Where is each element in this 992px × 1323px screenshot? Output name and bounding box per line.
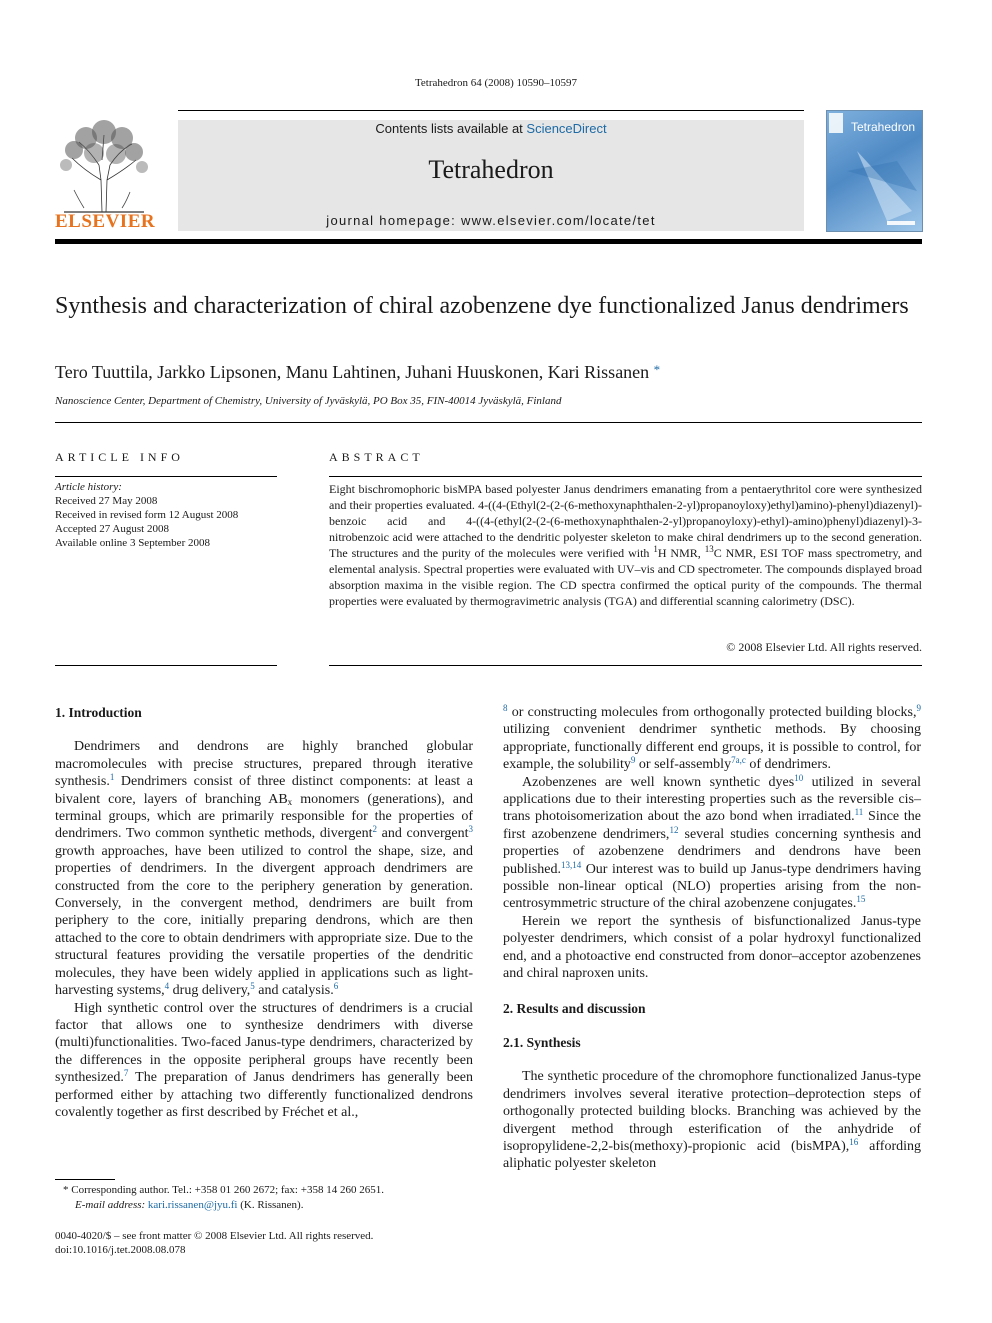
isotope-13: 13 (704, 544, 714, 554)
authors-text: Tero Tuuttila, Jarkko Lipsonen, Manu Lahtinen, Juhani Huuskonen, Kari Rissanen (55, 362, 650, 382)
abstract-part: C NMR, ESI TOF mass spectrometry, and elemental analysis. Spectral properties were evaluated with UV–vis and CD spectrometer. The compounds displayed broad absorption maxima in the visible region. The CD spectra confirmed the optical purity of the compounds. The thermal properties were evaluated by thermogravimetric analysis (TGA) and differential scanning calorimetry (DSC). (329, 546, 922, 608)
email-link[interactable]: kari.rissanen@jyu.fi (147, 1199, 238, 1211)
article-info-heading: ARTICLE INFO (55, 450, 184, 464)
ref-link[interactable]: 7a,c (731, 755, 746, 766)
copyright-notice: © 2008 Elsevier Ltd. All rights reserved. (726, 640, 922, 654)
contents-prefix: Contents lists available at (375, 121, 527, 136)
footnote-email: E-mail address: kari.rissanen@jyu.fi (K. Rissanen). (75, 1199, 304, 1211)
ref-link[interactable]: 7 (123, 1068, 129, 1079)
intro-paragraph-2: High synthetic control over the structures of dendrimers is a crucial factor that allows one to synthesize dendrimers with diverse (multi)functionalities. Two-faced Janus-type dendrimers, characterized by the differences in the opposite peripheral groups have recently been synthesized.$^7$ The preparation of Janus dendrimers has generally been performed either by attaching two differently functionalized dendrons covalently together as first described by Fréchet et al., (55, 1000, 473, 1120)
journal-name: Tetrahedron (428, 155, 554, 184)
synthesis-paragraph-1: The synthetic procedure of the chromophore functionalized Janus-type dendrimers involves several iterative protection–deprotection steps of orthogonally protected building blocks. Branching was achieved by the divergent method through esterification of the anhydride of isopropylidene-2,2-bis(methoxy)-propionic acid (bisMPA),$^{16}$ affording aliphatic polyester skeleton (503, 1069, 922, 1172)
ref-link[interactable]: 9 (916, 703, 921, 713)
abstract-bottom-rule (329, 665, 922, 666)
journal-citation: Tetrahedron 64 (2008) 10590–10597 (414, 77, 578, 89)
footnote-rule (55, 1179, 115, 1180)
header-divider (55, 239, 922, 244)
article-info-rule (55, 476, 277, 477)
history-revised: Received in revised form 12 August 2008 (55, 509, 239, 521)
journal-cover-thumbnail (826, 110, 923, 232)
ref-link[interactable]: 10 (794, 772, 804, 783)
bottom-info (55, 1229, 473, 1257)
ref-link[interactable]: 1 (109, 772, 115, 783)
affiliation-rule (55, 422, 922, 423)
ref-link[interactable]: 4 (164, 981, 170, 992)
journal-homepage-link[interactable]: journal homepage: www.elsevier.com/locate/tet (326, 213, 656, 228)
article-info-bottom-rule (55, 665, 277, 666)
history-online: Available online 3 September 2008 (55, 537, 210, 549)
ref-link[interactable]: 5 (250, 981, 255, 992)
ref-link[interactable]: 8 (503, 703, 508, 713)
doi-line[interactable]: doi:10.1016/j.tet.2008.08.078 (55, 1244, 186, 1256)
contents-line (178, 121, 804, 136)
abstract-part: Eight bischromophoric bisMPA based polyester Janus dendrimers emanating from a pentaerythritol core were synthesized and their properties evaluated. 4-((4-(Ethyl(2-(2-(6-methoxynaphthalen-2-yl)propanoyloxy)ethyl)amino)-phenyl)diazenyl)-benzoic acid and 4-((4-(ethyl(2-(2-(6-methoxynaphthalen-2-yl)propanoyloxy)-ethyl)-amino)phenyl)diazenyl)-3-nitrobenzoic acid were attached to the dendritic polyester skeleton to make chiral dendrimers up to the second generation. The structures and the purity of the molecules were verified with (329, 482, 922, 560)
ref-link[interactable]: 2 (372, 824, 377, 835)
affiliation: Nanoscience Center, Department of Chemistry, University of Jyväskylä, PO Box 35, FIN-40014 Jyväskylä, Finland (55, 395, 562, 407)
footnote (55, 1183, 473, 1213)
ref-link[interactable]: 11 (854, 807, 864, 818)
ref-link[interactable]: 3 (468, 824, 474, 835)
abstract-rule (329, 476, 922, 477)
issn-line: 0040-4020/$ – see front matter © 2008 Elsevier Ltd. All rights reserved. (55, 1230, 374, 1242)
ref-link[interactable]: 16 (849, 1136, 859, 1147)
ref-link[interactable]: 13,14 (560, 859, 582, 870)
intro-paragraph-2-cont: $^8$ or constructing molecules from orthogonally protected building blocks,$^9$ utilizing convenient dendrimer synthetic methods. By choosing appropriate, functionally different end groups, it is possible to control, for example, the solubility$^9$ or self-assembly$^{7a,c}$ of dendrimers. (503, 703, 921, 773)
history-accepted: Accepted 27 August 2008 (55, 523, 169, 535)
intro-paragraph-4: Herein we report the synthesis of bisfunctionalized Janus-type polyester dendrimers, which consist of a polar hydroxyl functionalized end, and a photoactive end constructed from donor–acceptor azobenzenes and chiral naproxen units. (503, 913, 921, 982)
ref-link[interactable]: 6 (333, 981, 339, 992)
history-received: Received 27 May 2008 (55, 495, 158, 507)
ref-link[interactable]: 12 (669, 824, 679, 835)
abstract-heading: ABSTRACT (329, 450, 424, 464)
cover-title: Tetrahedron (851, 120, 916, 134)
history-title: Article history: (55, 481, 122, 493)
ref-link[interactable]: 15 (856, 894, 866, 905)
body-column-left (55, 704, 473, 1121)
author-list (55, 362, 922, 383)
isotope-1: 1 (653, 544, 658, 554)
footnote-mark: * (63, 1184, 69, 1196)
intro-paragraph-3: Azobenzenes are well known synthetic dyes$^{10}$ utilized in several applications due to their interesting properties such as the reversible cis–trans photoisomerization about the azo bond when irradiated.$^{11}$ Since the first azobenzene dendrimers,$^{12}$ several studies concerning synthesis and properties of azobenzene dendrimers and dendrons have been published.$^{13,14}$ Our interest was to build up Janus-type dendrimers having possible non-linear optical (NLO) properties arising from the non-centrosymmetric structure of the chiral azobenzene conjugates.$^{15}$ (503, 772, 921, 912)
intro-paragraph-1: Dendrimers and dendrons are highly branched globular macromolecules with precise structures, prepared through iterative synthesis.$^1$ Dendrimers consist of three distinct components: at least a bivalent core, layers of branching $AB_x$ monomers (generations), and terminal groups, which are primarily responsible for the properties of dendrimers. Two common synthetic methods, divergent$^2$ and convergent$^3$ growth approaches, have been utilized to control the shape, size, and properties of dendrimers. In the divergent approach dendrimers are constructed from the core to the periphery generation by generation. Conversely, in the convergent method, dendrimers are built from periphery to the core, initially preparing dendrons, which are then attached to the core to obtain dendrimers with appropriate size. Due to the structural features providing the versatile properties of the dendritic molecules, they have been widely applied in applications such as light-harvesting systems,$^4$ drug delivery,$^5$ and catalysis.$^6$ (55, 739, 474, 999)
ref-link[interactable]: 9 (630, 755, 636, 766)
footnote-corresponding: * Corresponding author. Tel.: +358 01 260 2672; fax: +358 14 260 2651. (63, 1184, 384, 1196)
section-heading-results: 2. Results and discussion (503, 1000, 646, 1016)
article-title: Synthesis and characterization of chiral azobenzene dye functionalized Janus dendrimers (55, 293, 909, 319)
body-column-right (503, 704, 921, 1173)
abstract-part: H NMR, (657, 546, 705, 560)
elsevier-wordmark: ELSEVIER (55, 211, 156, 232)
corresponding-author-mark[interactable]: * (653, 362, 661, 377)
subsection-heading-synthesis: 2.1. Synthesis (503, 1034, 581, 1050)
sciencedirect-link[interactable]: ScienceDirect (526, 121, 607, 136)
section-heading-introduction: 1. Introduction (55, 705, 142, 720)
header-rule (178, 110, 804, 111)
abstract-text (329, 481, 922, 609)
article-history (55, 480, 277, 550)
